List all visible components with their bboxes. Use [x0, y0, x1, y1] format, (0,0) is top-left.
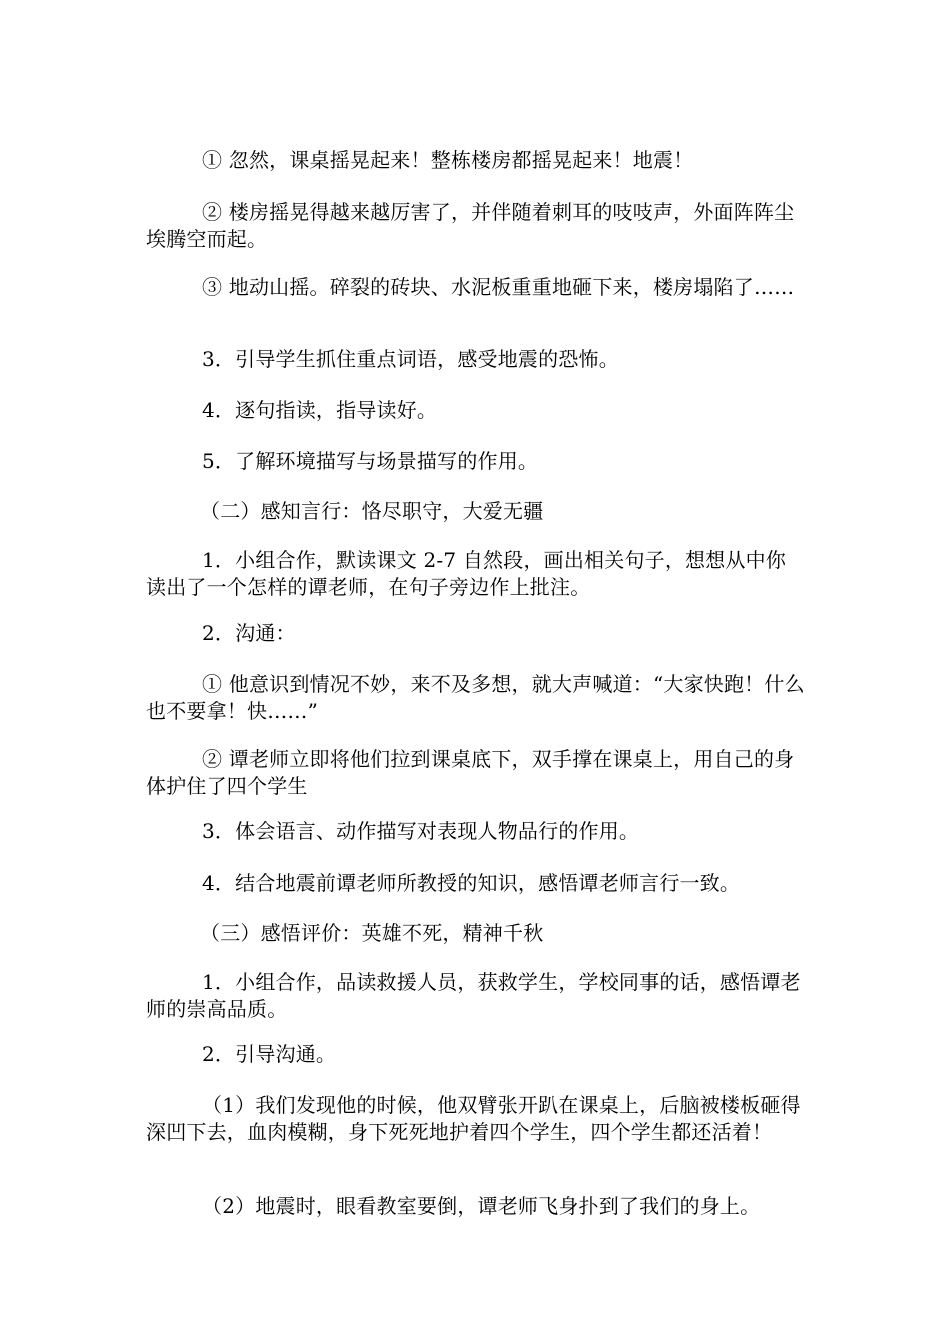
paragraph-group-evaluate: 1．小组合作，品读救援人员，获救学生，学校同事的话，感悟谭老师的崇高品质。: [146, 970, 801, 1021]
section-heading-2: （二）感知言行：恪尽职守，大爱无疆: [200, 499, 544, 523]
paragraph-scene-2: ② 楼房摇晃得越来越厉害了，并伴随着刺耳的吱吱声，外面阵阵尘埃腾空而起。: [146, 200, 795, 251]
section-heading-3: （三）感悟评价：英雄不死，精神千秋: [200, 921, 544, 945]
paragraph-step-4b: 4．结合地震前谭老师所教授的知识，感悟谭老师言行一致。: [202, 871, 741, 895]
paragraph-group-read: 1．小组合作，默读课文 2-7 自然段，画出相关句子，想想从中你读出了一个怎样的谭老师，在句子旁边作上批注。: [146, 548, 787, 599]
paragraph-quote-rescuer: （1）我们发现他的时候，他双臂张开趴在课桌上，后脑被楼板砸得深凹下去，血肉模糊，身下死死地护着四个学生，四个学生都还活着！: [146, 1093, 801, 1144]
paragraph-quote-student: （2）地震时，眼看教室要倒，谭老师飞身扑到了我们的身上。: [202, 1194, 761, 1218]
paragraph-scene-3: ③ 地动山摇。碎裂的砖块、水泥板重重地砸下来，楼房塌陷了……: [202, 275, 795, 299]
paragraph-scene-1: ① 忽然，课桌摇晃起来！整栋楼房都摇晃起来！地震！: [202, 148, 694, 172]
paragraph-step-3b: 3．体会语言、动作描写对表现人物品行的作用。: [202, 819, 640, 843]
paragraph-step-4: 4．逐句指读，指导读好。: [202, 398, 438, 422]
paragraph-quote-1: ① 他意识到情况不妙，来不及多想，就大声喊道：“大家快跑！什么也不要拿！快……”: [146, 672, 805, 723]
paragraph-step-5: 5．了解环境描写与场景描写的作用。: [202, 449, 539, 473]
paragraph-quote-2: ② 谭老师立即将他们拉到课桌底下，双手撑在课桌上，用自己的身体护住了四个学生: [146, 747, 795, 798]
paragraph-guide: 2．引导沟通。: [202, 1042, 337, 1066]
paragraph-step-3: 3．引导学生抓住重点词语，感受地震的恐怖。: [202, 347, 619, 371]
paragraph-communicate: 2．沟通：: [202, 621, 296, 645]
